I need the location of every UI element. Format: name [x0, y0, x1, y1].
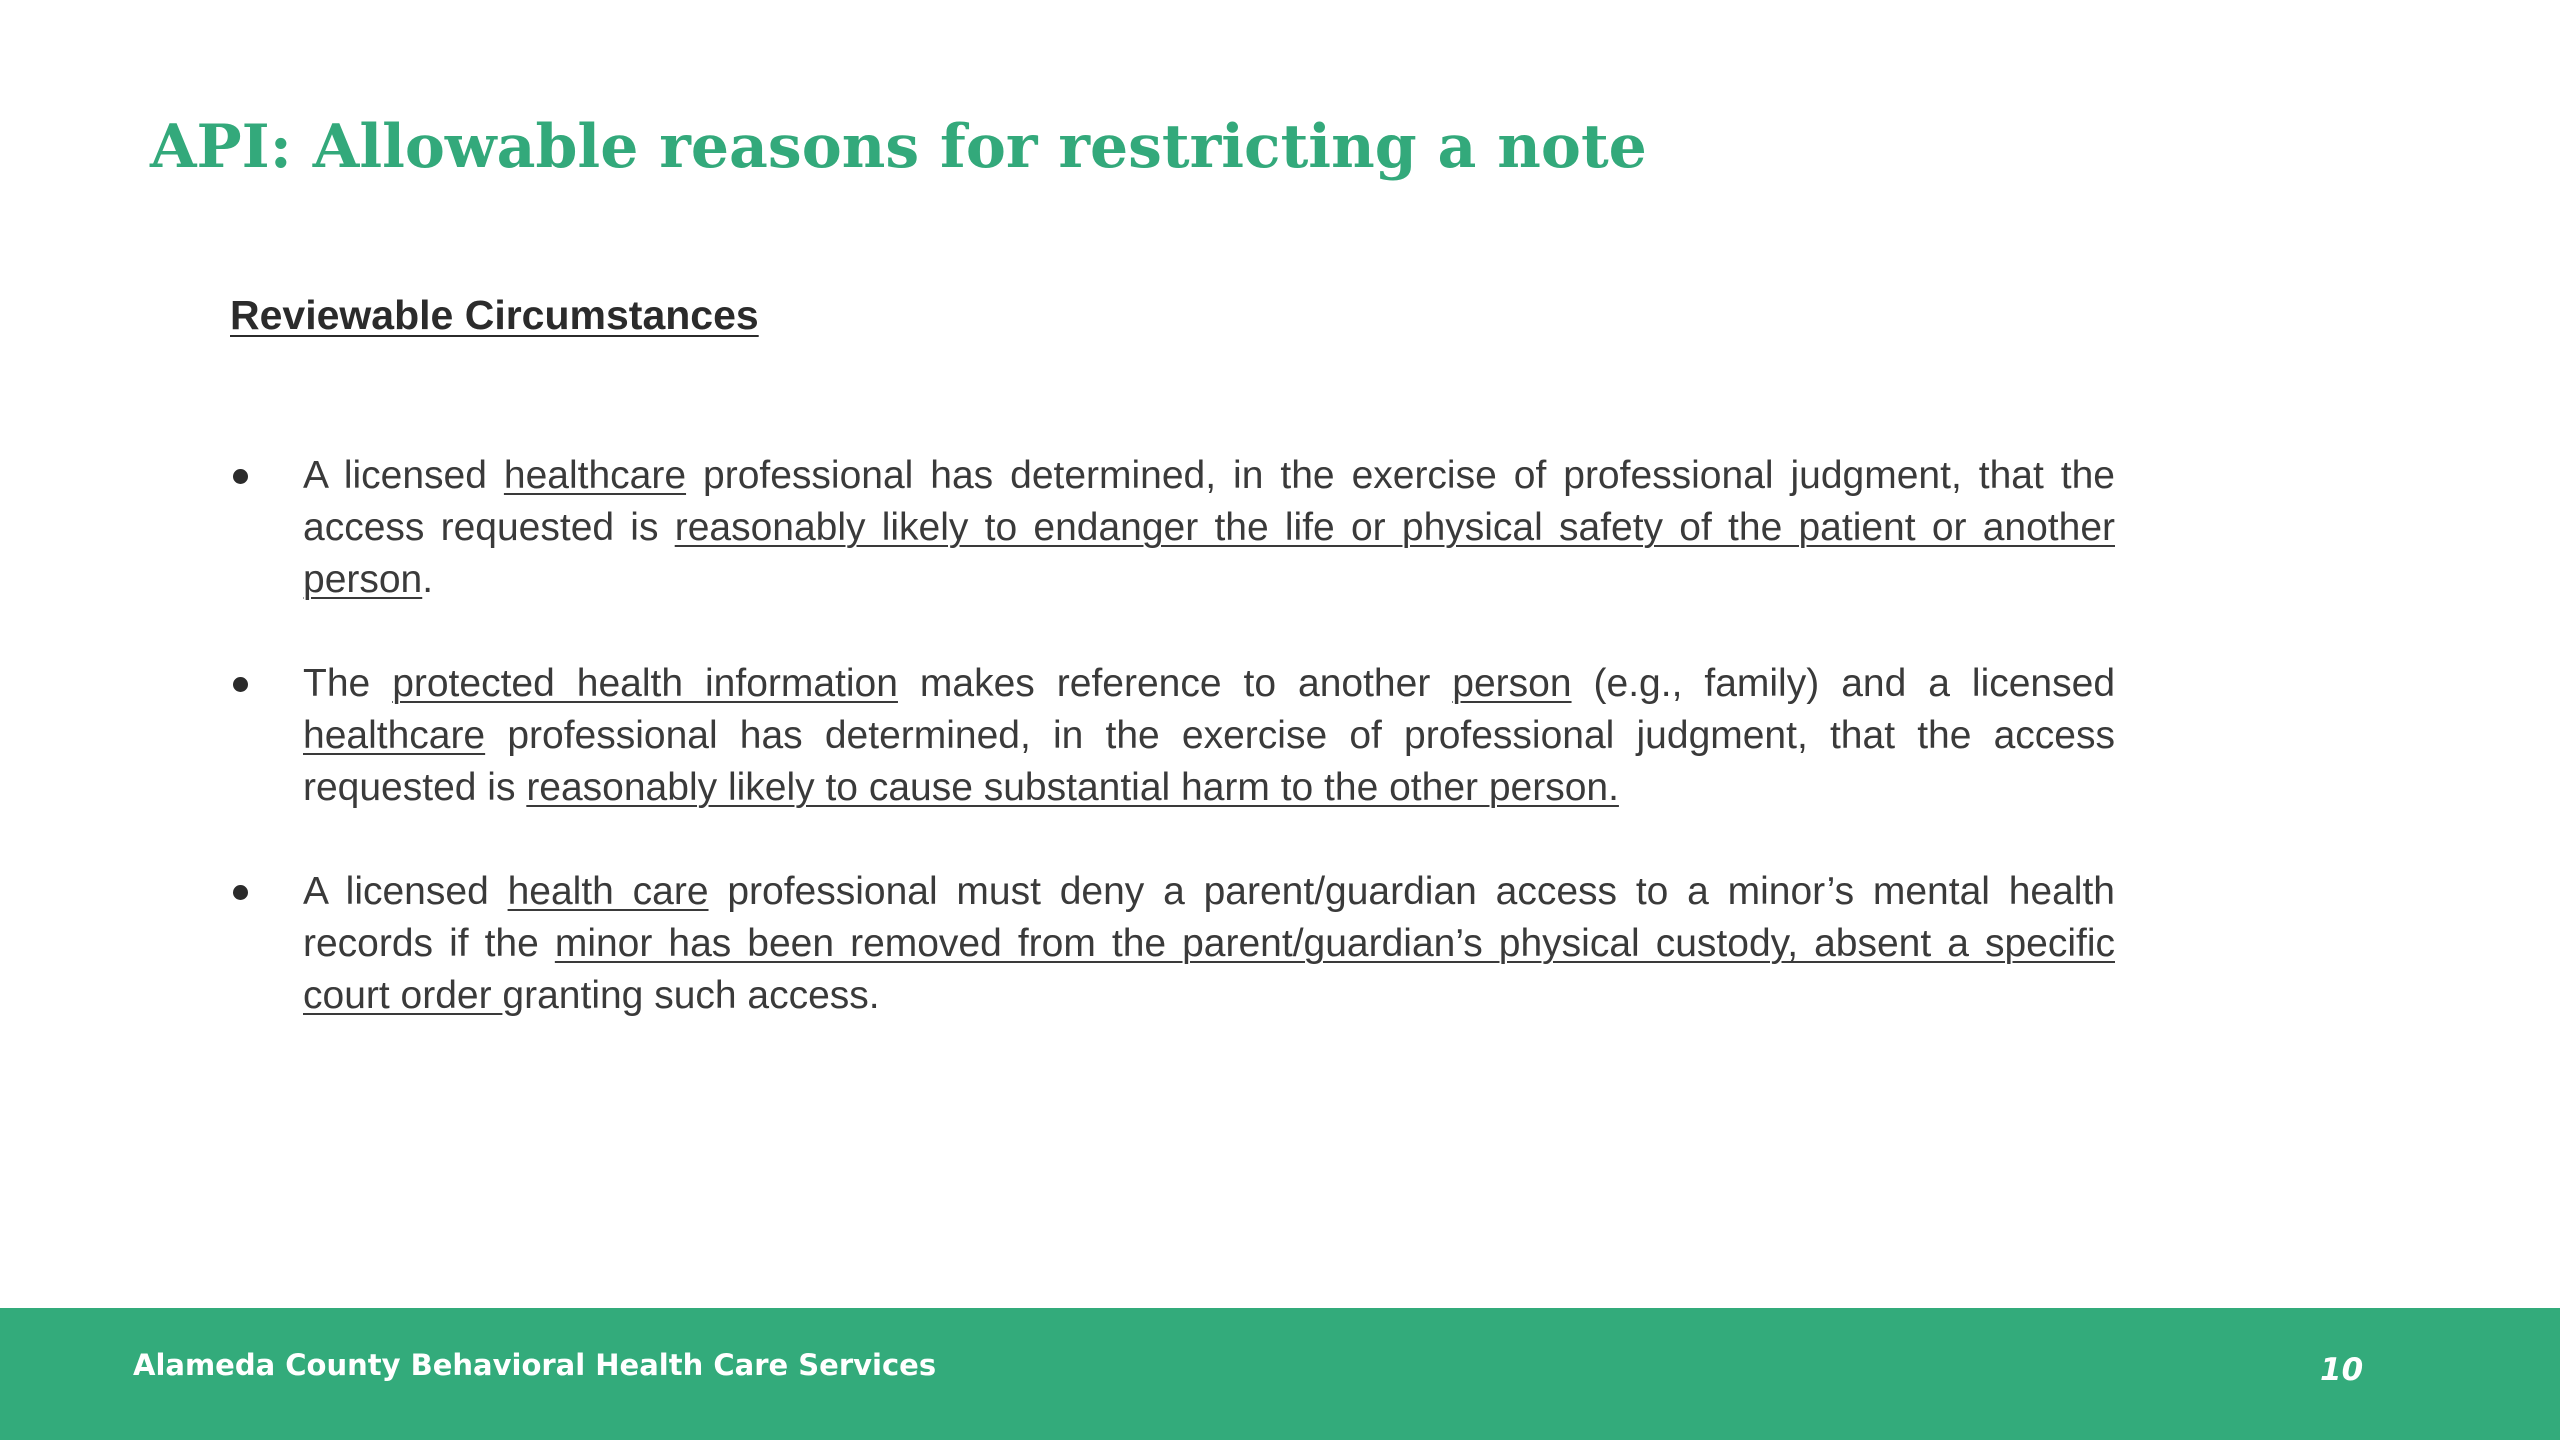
footer-bar	[0, 1308, 2560, 1440]
underlined-phrase: healthcare	[303, 714, 486, 757]
bullet-text: professional has determined, in the exercise of professional judgment, that the access requested is	[303, 454, 2115, 549]
page-number: 10	[2320, 1352, 2364, 1388]
bullet-text: granting such access.	[502, 974, 880, 1017]
bullet-point-icon	[233, 677, 248, 692]
underlined-phrase: person	[1452, 662, 1572, 705]
bullet-text: (e.g., family) and a licensed	[1571, 662, 2116, 705]
bullet-item	[225, 450, 2115, 606]
underlined-phrase: protected health information	[392, 662, 898, 705]
bullet-list	[225, 450, 2115, 1074]
underlined-phrase: healthcare	[503, 454, 687, 497]
bullet-text: makes reference to another	[897, 662, 1453, 705]
bullet-point-icon	[233, 885, 248, 900]
bullet-text: professional must deny a parent/guardian access to a minor’s mental health records if the	[303, 870, 2115, 965]
bullet-item	[225, 658, 2115, 814]
bullet-point-icon	[233, 469, 248, 484]
underlined-phrase: reasonably likely to cause substantial harm to the other person.	[526, 766, 1619, 809]
bullet-text: A licensed	[303, 454, 504, 497]
underlined-phrase: minor has been removed from the parent/guardian’s physical custody, absent a specific court order	[303, 922, 2115, 1017]
underlined-phrase: reasonably likely to endanger the life or physical safety of the patient or another person	[303, 506, 2115, 601]
bullet-text: professional has determined, in the exercise of professional judgment, that the access requested is	[303, 714, 2115, 809]
footer-organization: Alameda County Behavioral Health Care Services	[133, 1348, 937, 1382]
bullet-text: A licensed	[303, 870, 508, 913]
slide-title: API: Allowable reasons for restricting a note	[150, 112, 1647, 182]
bullet-text: The	[303, 662, 393, 705]
bullet-text: .	[422, 558, 434, 601]
bullet-item	[225, 866, 2115, 1022]
section-subheading: Reviewable Circumstances	[230, 292, 759, 338]
underlined-phrase: health care	[507, 870, 709, 913]
